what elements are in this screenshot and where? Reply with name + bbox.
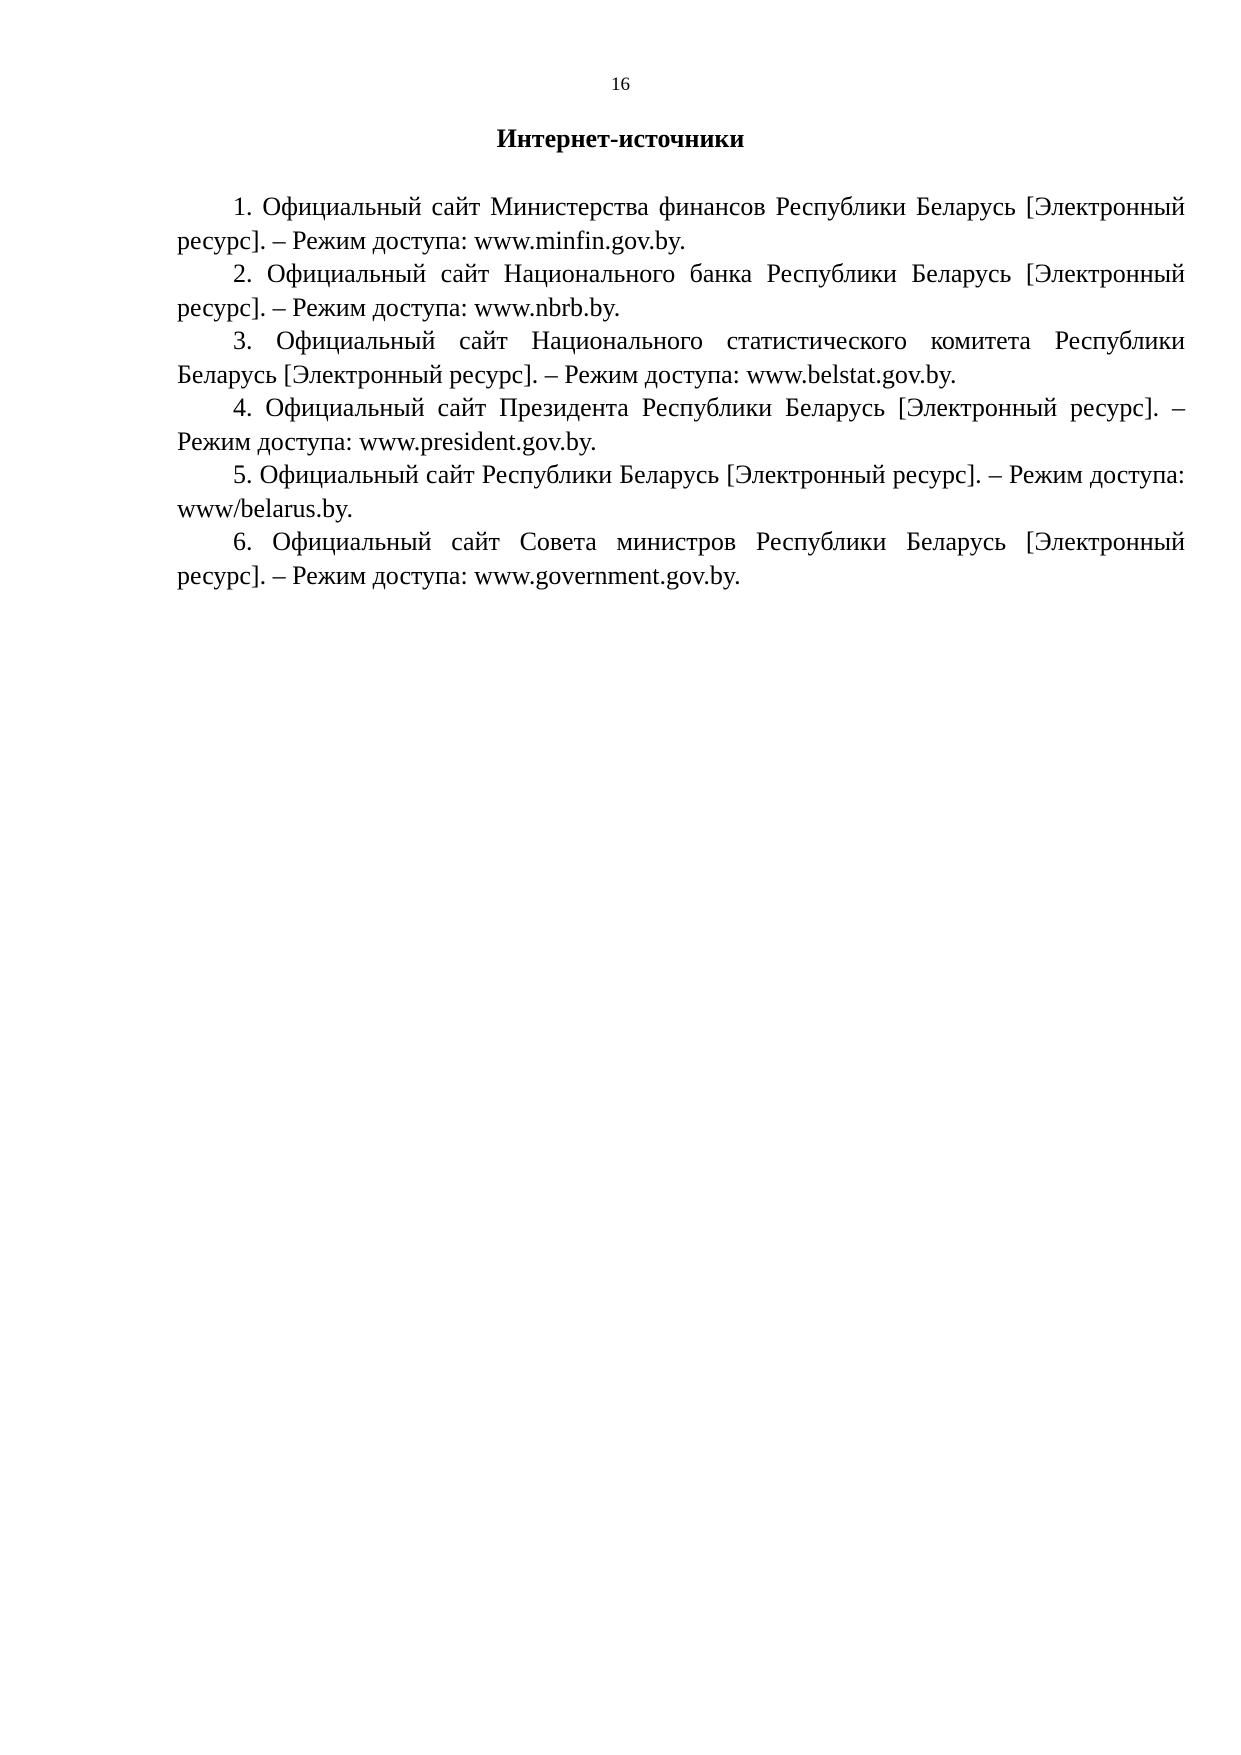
internet-sources-list bbox=[177, 190, 1185, 592]
source-item-1: 1. Официальный сайт Министерства финансов Республики Беларусь [Электронный ресурс]. – Режим доступа: www.minfin.gov.by. bbox=[177, 192, 1185, 255]
source-item-6: 6. Официальный сайт Совета министров Республики Беларусь [Электронный ресурс]. – Режим доступа: www.government.gov.by. bbox=[177, 527, 1185, 590]
page-number: 16 bbox=[611, 74, 630, 95]
source-item-2: 2. Официальный сайт Национального банка Республики Беларусь [Электронный ресурс]. – Режим доступа: www.nbrb.by. bbox=[177, 259, 1185, 322]
source-item-3: 3. Официальный сайт Национального статистического комитета Республики Беларусь [Электронный ресурс]. – Режим доступа: www.belstat.gov.by. bbox=[177, 326, 1185, 389]
source-item-5: 5. Официальный сайт Республики Беларусь [Электронный ресурс]. – Режим доступа: www/belarus.by. bbox=[177, 460, 1185, 523]
source-item-4: 4. Официальный сайт Президента Республики Беларусь [Электронный ресурс]. – Режим доступа: www.president.gov.by. bbox=[177, 393, 1185, 456]
section-heading: Интернет-источники bbox=[496, 124, 745, 153]
